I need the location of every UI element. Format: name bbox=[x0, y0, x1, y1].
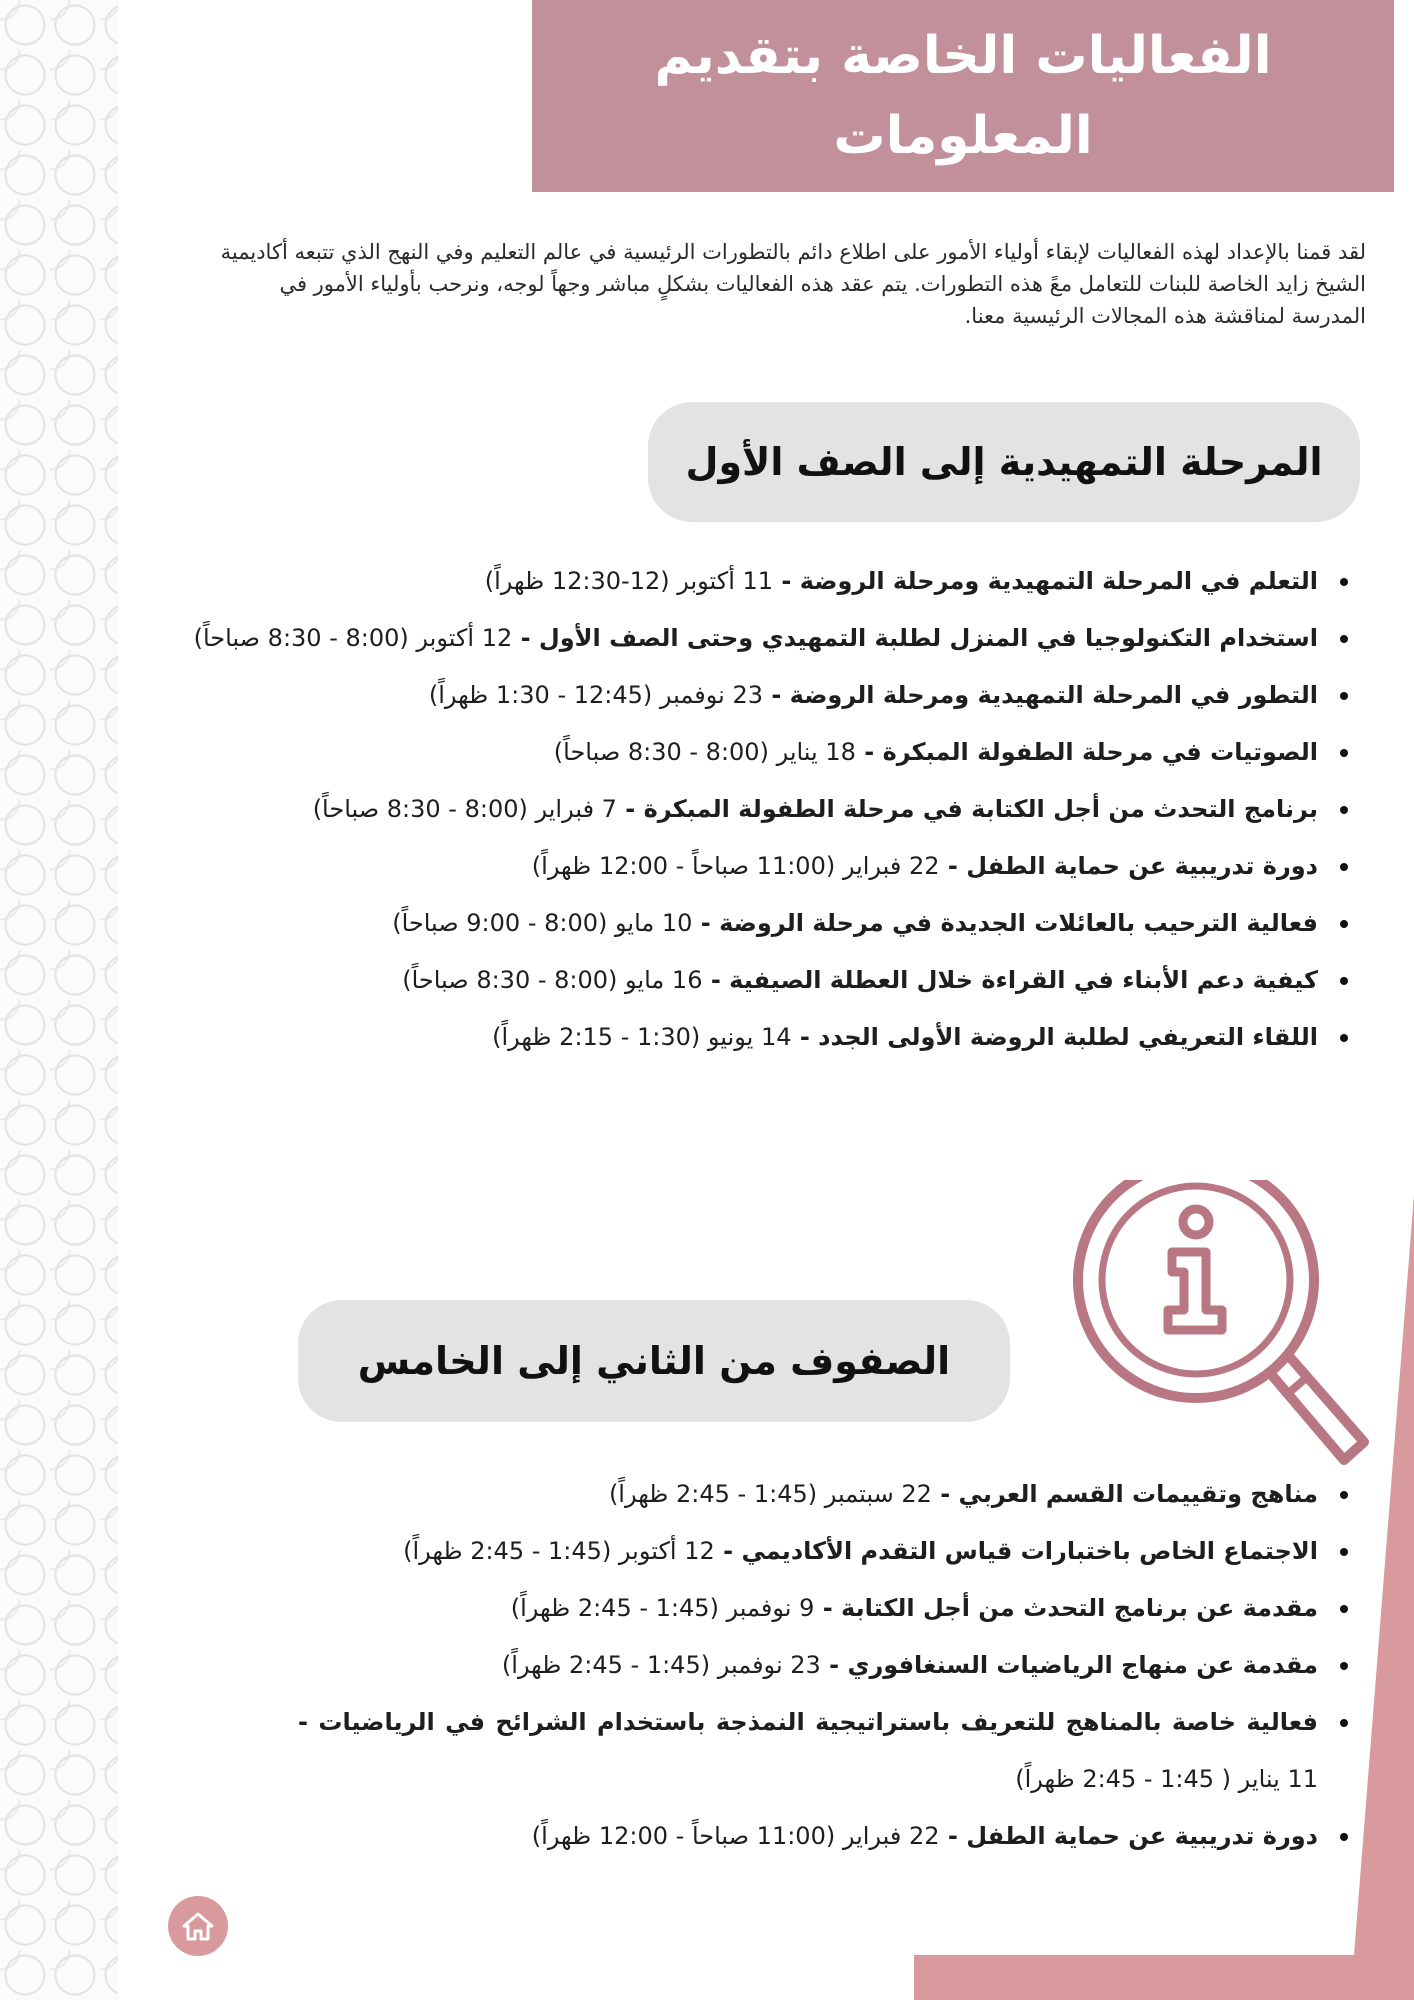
magnifier-info-icon bbox=[1062, 1180, 1378, 1500]
list-item: مقدمة عن منهاج الرياضيات السنغافوري - 23 نوفمبر (1:45 - 2:45 ظهراً) bbox=[298, 1637, 1318, 1694]
list-item: الصوتيات في مرحلة الطفولة المبكرة - 18 يناير (8:00 - 8:30 صباحاً) bbox=[138, 724, 1318, 781]
side-pattern bbox=[0, 0, 118, 2000]
list-item: التطور في المرحلة التمهيدية ومرحلة الروضة - 23 نوفمبر (12:45 - 1:30 ظهراً) bbox=[138, 667, 1318, 724]
list-item: التعلم في المرحلة التمهيدية ومرحلة الروضة - 11 أكتوبر (12-12:30 ظهراً) bbox=[138, 553, 1318, 610]
list-item: دورة تدريبية عن حماية الطفل - 22 فبراير (11:00 صباحاً - 12:00 ظهراً) bbox=[138, 838, 1318, 895]
intro-paragraph: لقد قمنا بالإعداد لهذه الفعاليات لإبقاء أولياء الأمور على اطلاع دائم بالتطورات الرئيسية في عالم التعليم وفي النهج الذي تتبعه أكاديمية الشيخ زايد الخاصة للبنات للتعامل معً هذه التطورات. يتم عقد هذه الفعاليات بشكلٍ مباشر وجهاً لوجه، ونرحب بأولياء الأمور في المدرسة لمناقشة هذه المجالات الرئيسية معنا. bbox=[220, 240, 1366, 328]
section-heading-early-years bbox=[648, 402, 1360, 522]
list-item: دورة تدريبية عن حماية الطفل - 22 فبراير (11:00 صباحاً - 12:00 ظهراً) bbox=[298, 1808, 1318, 1865]
list-item: الاجتماع الخاص باختبارات قياس التقدم الأكاديمي - 12 أكتوبر (1:45 - 2:45 ظهراً) bbox=[298, 1523, 1318, 1580]
event-list-early-years bbox=[138, 553, 1362, 1066]
list-item: استخدام التكنولوجيا في المنزل لطلبة التمهيدي وحتى الصف الأول - 12 أكتوبر (8:00 - 8:30 صباحاً) bbox=[138, 610, 1318, 667]
section-heading-text: الصفوف من الثاني إلى الخامس bbox=[357, 1339, 951, 1383]
list-item: فعالية الترحيب بالعائلات الجديدة في مرحلة الروضة - 10 مايو (8:00 - 9:00 صباحاً) bbox=[138, 895, 1318, 952]
list-item: مقدمة عن برنامج التحدث من أجل الكتابة - 9 نوفمبر (1:45 - 2:45 ظهراً) bbox=[298, 1580, 1318, 1637]
list-item: مناهج وتقييمات القسم العربي - 22 سبتمبر (1:45 - 2:45 ظهراً) bbox=[298, 1466, 1318, 1523]
home-icon bbox=[181, 1911, 215, 1941]
page-title: الفعاليات الخاصة بتقديم المعلومات bbox=[654, 26, 1272, 166]
section-heading-grades-2-5 bbox=[298, 1300, 1010, 1422]
home-button[interactable] bbox=[168, 1896, 228, 1956]
list-item: اللقاء التعريفي لطلبة الروضة الأولى الجدد - 14 يونيو (1:30 - 2:15 ظهراً) bbox=[138, 1009, 1318, 1066]
title-banner bbox=[532, 0, 1394, 192]
section-heading-text: المرحلة التمهيدية إلى الصف الأول bbox=[685, 440, 1323, 484]
list-item: فعالية خاصة بالمناهج للتعريف باستراتيجية النمذجة باستخدام الشرائح في الرياضيات - 11 يناير ( 1:45 - 2:45 ظهراً) bbox=[298, 1694, 1318, 1808]
list-item: برنامج التحدث من أجل الكتابة في مرحلة الطفولة المبكرة - 7 فبراير (8:00 - 8:30 صباحاً) bbox=[138, 781, 1318, 838]
event-list-grades-2-5 bbox=[298, 1466, 1362, 1865]
list-item: كيفية دعم الأبناء في القراءة خلال العطلة الصيفية - 16 مايو (8:00 - 8:30 صباحاً) bbox=[138, 952, 1318, 1009]
